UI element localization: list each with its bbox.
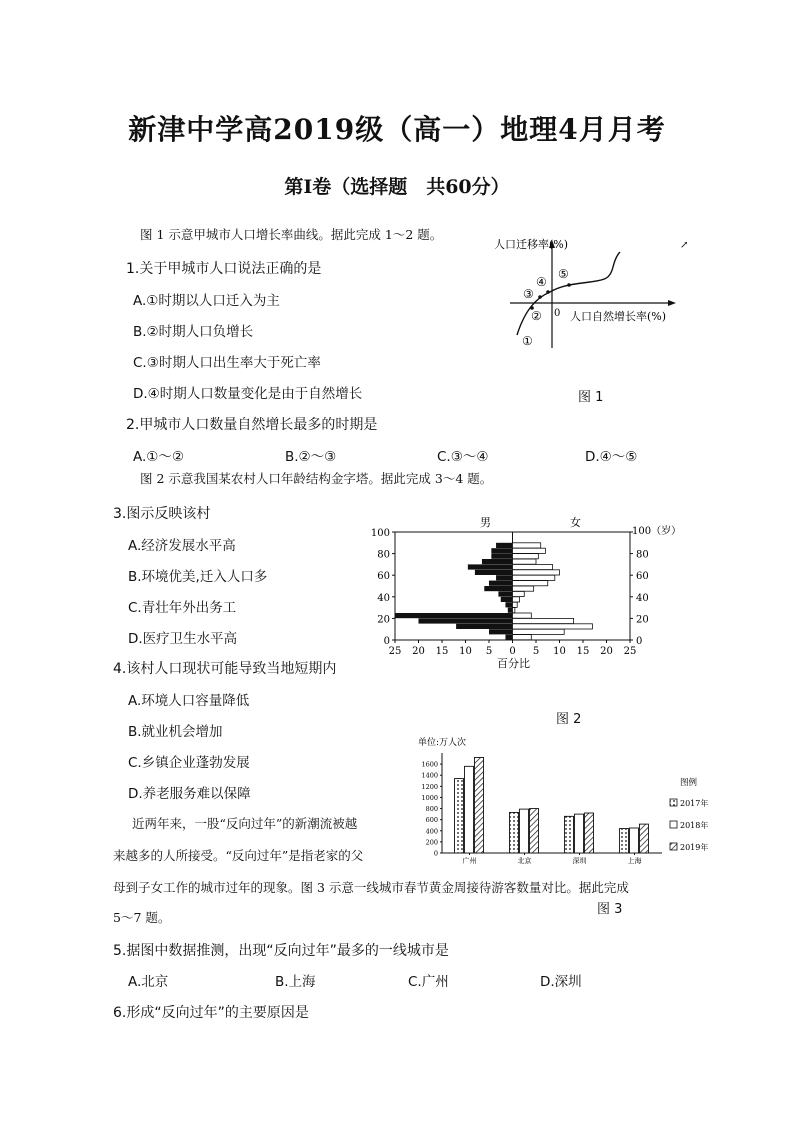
point-label-2: ② (531, 309, 542, 323)
pyramid-bars (395, 543, 592, 640)
q3-option-c: C.青壮年外出务工 (128, 600, 237, 616)
bar-北京-2018年 (520, 809, 529, 853)
bar-y-tick-label: 400 (425, 827, 438, 836)
fig1-origin: 0 (554, 308, 561, 319)
curve-point-3 (538, 295, 542, 299)
q2-option-b: B.②～③ (285, 449, 337, 465)
chart-unit-label: 单位:万人次 (418, 738, 467, 748)
male-bar-20-24 (395, 613, 513, 618)
male-bar-30-34 (505, 602, 512, 607)
male-bar-0-4 (505, 635, 512, 640)
q4-option-a: A.环境人口容量降低 (128, 693, 250, 709)
category-label-深圳: 深圳 (572, 857, 587, 865)
q1-option-a: A.①时期以人口迁入为主 (133, 293, 280, 309)
pyramid-x-ticks (389, 640, 637, 657)
intro-fig3-line1: 近两年来，一股“反向过年”的新潮流被越 (132, 816, 358, 831)
male-bar-5-9 (489, 629, 513, 634)
pyramid-right-age-ticks (630, 532, 649, 647)
point-label-1: ① (522, 334, 533, 348)
female-bar-50-54 (513, 581, 548, 586)
intro-fig2: 图 2 示意我国某农村人口年龄结构金字塔。据此完成 3～4 题。 (140, 471, 493, 486)
section-heading: 第Ⅰ卷（选择题 共60分） (284, 176, 510, 198)
x-tick-label: 10 (459, 646, 472, 657)
x-tick-label: 15 (435, 646, 449, 657)
figure-2-caption: 图 2 (556, 712, 582, 727)
age-tick-label-right: 60 (636, 571, 649, 583)
age-tick-label-right: 20 (636, 614, 649, 626)
figure-1-caption: 图 1 (578, 390, 604, 405)
intro-fig1: 图 1 示意甲城市人口增长率曲线。据此完成 1～2 题。 (140, 227, 443, 242)
x-tick-label: 10 (553, 646, 566, 657)
q5-option-c: C.广州 (408, 974, 449, 990)
female-bar-65-69 (513, 564, 553, 569)
legend-label-2017年: 2017年 (680, 799, 709, 808)
intro-fig3-line4: 5～7 题。 (113, 910, 171, 925)
legend-label-2018年: 2018年 (680, 821, 709, 830)
female-label: 女 (570, 516, 581, 529)
male-bar-45-49 (484, 586, 512, 591)
male-bar-15-19 (419, 618, 513, 623)
bar-上海-2017年 (620, 829, 629, 853)
q2-option-c: C.③～④ (437, 449, 489, 465)
q4-option-b: B.就业机会增加 (128, 724, 223, 740)
age-tick-label-left: 40 (377, 592, 390, 604)
figure-2-population-pyramid (360, 512, 700, 672)
question-4: 4.该村人口现状可能导致当地短期内 (113, 661, 337, 677)
q1-option-b: B.②时期人口负增长 (133, 324, 254, 340)
bar-y-tick-label: 1000 (421, 793, 438, 802)
q3-option-a: A.经济发展水平高 (128, 538, 236, 554)
fig1-ylabel: 人口迁移率(%) (494, 238, 569, 251)
female-bar-20-24 (513, 613, 532, 618)
x-tick-label: 5 (532, 646, 540, 657)
x-axis-arrow (668, 300, 676, 306)
female-bar-15-19 (513, 618, 574, 623)
exam-title: 新津中学高2019级（高一）地理4月月考 (128, 113, 666, 146)
age-tick-label-right: 80 (636, 549, 649, 561)
age-unit-label: 100（岁） (632, 526, 682, 537)
bar-chart-bars (455, 757, 649, 853)
age-tick-label-left: 80 (377, 549, 390, 561)
curve-point-5 (567, 283, 571, 287)
question-3: 3.图示反映该村 (113, 506, 211, 522)
female-bar-10-14 (513, 624, 593, 629)
category-label-北京: 北京 (517, 857, 532, 865)
pyramid-left-age-ticks (371, 528, 395, 647)
bar-北京-2019年 (530, 809, 539, 853)
female-bar-5-9 (513, 629, 565, 634)
female-bar-85-89 (513, 543, 541, 548)
question-6: 6.形成“反向过年”的主要原因是 (113, 1005, 309, 1021)
female-bar-75-79 (513, 554, 539, 559)
male-bar-70-74 (482, 559, 513, 564)
figure-3-caption: 图 3 (597, 902, 623, 917)
intro-fig3-line2: 来越多的人所接受。“反向过年”是指老家的父 (113, 848, 364, 863)
q5-option-d: D.深圳 (540, 974, 582, 990)
female-bar-60-64 (513, 570, 560, 575)
legend-label-2019年: 2019年 (680, 843, 709, 852)
female-bar-0-4 (513, 635, 532, 640)
bar-广州-2019年 (475, 757, 484, 853)
category-label-上海: 上海 (627, 857, 642, 865)
pyramid-xlabel: 百分比 (497, 657, 530, 670)
figure-3-tourist-bar-chart (412, 735, 712, 870)
fig1-xlabel: 人口自然增长率(%) (570, 310, 667, 323)
male-label: 男 (480, 516, 491, 529)
point-label-3: ③ (523, 287, 534, 301)
point-label-4: ④ (536, 275, 547, 289)
female-bar-80-84 (513, 548, 546, 553)
age-tick-label-left: 20 (377, 614, 390, 626)
corner-mark: ↗ (680, 240, 689, 251)
q1-option-d: D.④时期人口数量变化是由于自然增长 (133, 386, 363, 402)
age-tick-label-left: 60 (377, 571, 390, 583)
bar-y-tick-label: 200 (425, 838, 438, 847)
female-bar-55-59 (513, 575, 555, 580)
age-tick-label-right: 0 (636, 636, 643, 647)
bar-上海-2018年 (630, 828, 639, 853)
bar-y-tick-label: 800 (425, 805, 438, 814)
intro-fig3-line3: 母到子女工作的城市过年的现象。图 3 示意一线城市春节黄金周接待游客数量对比。据此完成 (113, 880, 629, 895)
question-2: 2.甲城市人口数量自然增长最多的时期是 (126, 417, 378, 433)
point-label-5: ⑤ (558, 267, 569, 281)
bar-y-tick-label: 1200 (421, 782, 438, 791)
legend-swatch-2017年 (670, 799, 677, 806)
x-tick-label: 5 (485, 646, 493, 657)
legend-swatch-2018年 (670, 821, 677, 828)
male-bar-10-14 (456, 624, 512, 629)
q1-option-c: C.③时期人口出生率大于死亡率 (133, 355, 321, 371)
female-bar-35-39 (513, 597, 520, 602)
male-bar-50-54 (489, 581, 513, 586)
bar-y-tick-label: 1600 (421, 760, 438, 769)
category-label-广州: 广州 (462, 857, 477, 865)
question-5: 5.据图中数据推测，出现“反向过年”最多的一线城市是 (113, 943, 449, 959)
q4-option-c: C.乡镇企业蓬勃发展 (128, 755, 250, 771)
female-bar-30-34 (513, 602, 518, 607)
q3-option-d: D.医疗卫生水平高 (128, 631, 238, 647)
legend-swatch-2019年 (670, 843, 677, 850)
male-bar-25-29 (508, 608, 513, 613)
q5-option-b: B.上海 (275, 974, 316, 990)
male-bar-80-84 (491, 548, 512, 553)
bar-深圳-2017年 (565, 816, 574, 853)
bar-y-tick-label: 1400 (421, 771, 438, 780)
age-tick-label-left: 0 (383, 636, 390, 647)
q4-option-d: D.养老服务难以保障 (128, 786, 251, 802)
female-bar-25-29 (513, 608, 515, 613)
curve-point-4 (546, 290, 550, 294)
male-bar-65-69 (468, 564, 513, 569)
legend-title: 图例 (680, 778, 698, 788)
bar-y-tick-label: 600 (425, 816, 438, 825)
x-tick-label: 20 (600, 646, 613, 657)
male-bar-35-39 (501, 597, 513, 602)
bar-chart-legend (670, 798, 708, 852)
bar-广州-2018年 (465, 766, 474, 853)
x-tick-label: 20 (412, 646, 425, 657)
age-tick-label-left: 100 (370, 528, 390, 539)
bar-深圳-2018年 (575, 814, 584, 853)
age-tick-label-right: 40 (636, 592, 649, 604)
male-bar-60-64 (475, 570, 513, 575)
bar-深圳-2019年 (585, 813, 594, 853)
female-bar-40-44 (513, 591, 525, 596)
bar-北京-2017年 (510, 812, 519, 853)
female-bar-45-49 (513, 586, 534, 591)
female-bar-70-74 (513, 559, 537, 564)
male-bar-75-79 (491, 554, 512, 559)
x-tick-label: 25 (388, 646, 402, 657)
male-bar-55-59 (496, 575, 512, 580)
x-tick-label: 0 (509, 646, 516, 657)
bar-上海-2019年 (640, 824, 649, 853)
q3-option-b: B.环境优美,迁入人口多 (128, 569, 268, 585)
question-1: 1.关于甲城市人口说法正确的是 (126, 261, 322, 277)
q2-option-d: D.④～⑤ (585, 449, 638, 465)
q2-option-a: A.①～② (133, 449, 184, 465)
male-bar-40-44 (498, 591, 512, 596)
x-tick-label: 25 (623, 646, 637, 657)
bar-y-tick-label: 0 (433, 849, 438, 858)
q5-option-a: A.北京 (128, 974, 169, 990)
male-bar-85-89 (496, 543, 512, 548)
x-tick-label: 15 (576, 646, 590, 657)
bar-广州-2017年 (455, 779, 464, 853)
figure-1-growth-curve (490, 232, 700, 362)
